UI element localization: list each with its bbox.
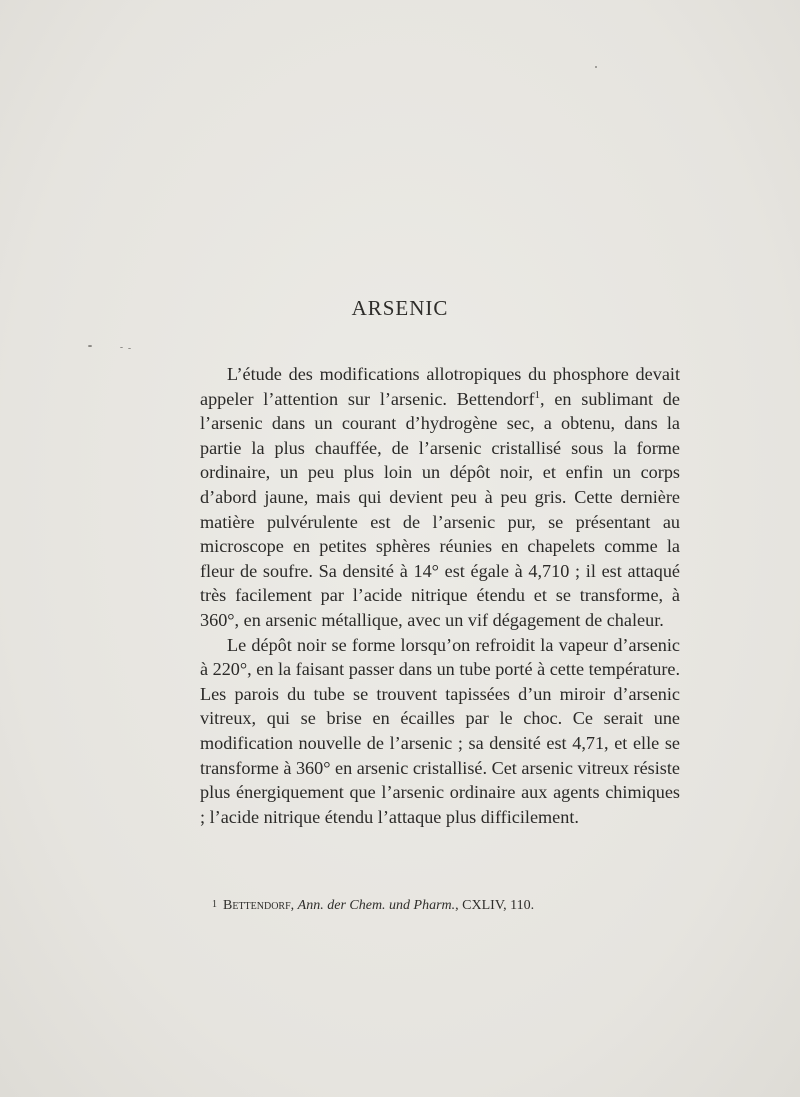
paragraph-1-text-end: , en sublimant de l’arsenic dans un courant d’hydrogène sec, a obtenu, dans la partie la plus chauffée, de l’arsenic cristallisé sous la forme ordinaire, un peu plus loin un dépôt noir, et enfin un corps d’abord jaune, mais qui devient peu à peu gris. Cette dernière matière pulvérulente est de l’arsenic pur, se présentant au microscope en petites sphères réunies en chapelets comme la fleur de soufre. Sa densité à 14° est égale à 4,710 ; il est attaqué très facilement par l’acide nitrique étendu et se transforme, à 360°, en arsenic métallique, avec un vif dégagement de chaleur.: [200, 388, 680, 630]
page-title: ARSENIC: [351, 296, 449, 320]
footnote-journal: Ann. der Chem. und Pharm.: [297, 898, 456, 913]
paragraph-1: [200, 362, 680, 633]
footnote-separator: ,: [455, 898, 463, 913]
footnote-separator: ,: [290, 898, 298, 913]
paragraph-1-text-start: L’étude des modifications allotropiques du phosphore devait appeler l’attention sur l’arsenic. Bettendorf: [200, 364, 680, 409]
footnote-reference[interactable]: 1: [534, 388, 541, 401]
ink-speck: [88, 345, 92, 347]
footnote-reference-volume: CXLIV, 110.: [462, 898, 535, 913]
ink-speck: [128, 348, 131, 349]
ink-speck: [595, 66, 597, 68]
paragraph-2: Le dépôt noir se forme lorsqu’on refroidit la vapeur d’arsenic à 220°, en la faisant passer dans un tube porté à cette température. Les parois du tube se trouvent tapissées d’un miroir d’arsenic vitreux, qui se brise en écailles par le choc. Ce serait une modification nouvelle de l’arsenic ; sa densité est 4,71, et elle se transforme à 360° en arsenic cristallisé. Cet arsenic vitreux résiste plus énergiquement que l’arsenic ordinaire aux agents chimiques ; l’acide nitrique étendu l’attaque plus difficilement.: [200, 634, 680, 827]
footnote-author: Bettendorf: [223, 898, 291, 913]
footnote: [212, 898, 682, 914]
body-text: [200, 362, 680, 829]
ink-speck: [120, 347, 123, 348]
footnote-marker: 1: [212, 899, 217, 910]
